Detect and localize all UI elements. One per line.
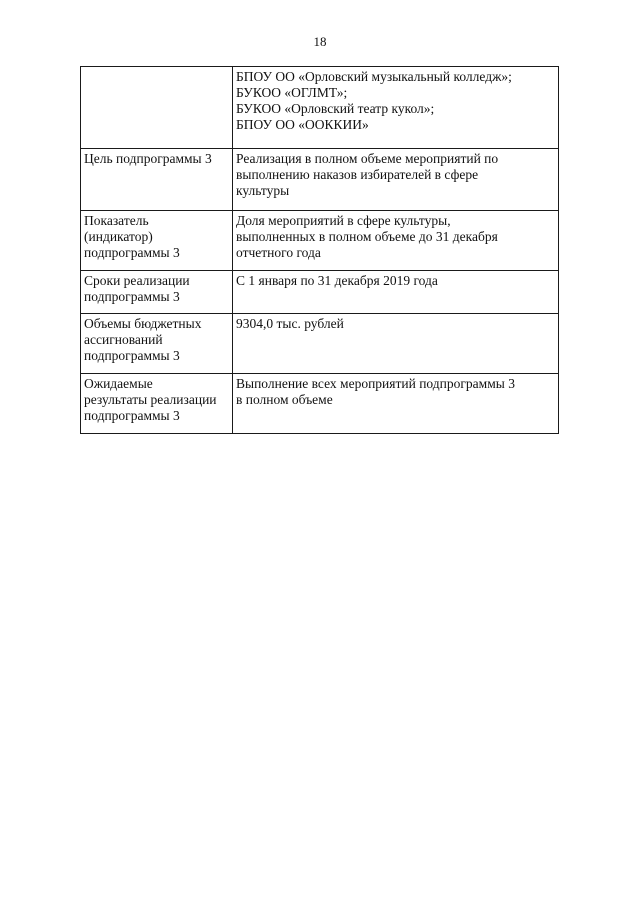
executor-line: БПОУ ОО «Орловский музыкальный колледж»; bbox=[236, 69, 512, 84]
subprogram-passport-table bbox=[80, 66, 559, 434]
row-label-line: Показатель bbox=[84, 213, 149, 228]
row-value-line: Выполнение всех мероприятий подпрограммы 3 bbox=[236, 376, 515, 391]
row-value-cell bbox=[233, 149, 559, 211]
row-label-line: подпрограммы 3 bbox=[84, 408, 180, 423]
budget-value: 9304,0 тыс. рублей bbox=[236, 316, 344, 331]
row-label-line: подпрограммы 3 bbox=[84, 348, 180, 363]
row-label-cell bbox=[81, 211, 233, 271]
table-row bbox=[81, 211, 559, 271]
row-label-cell bbox=[81, 271, 233, 314]
table-row bbox=[81, 271, 559, 314]
row-value-line: выполнению наказов избирателей в сфере bbox=[236, 167, 479, 182]
row-value-cell bbox=[233, 374, 559, 434]
row-value-line: выполненных в полном объеме до 31 декабря bbox=[236, 229, 498, 244]
row-label-cell bbox=[81, 374, 233, 434]
row-value-line: в полном объеме bbox=[236, 392, 333, 407]
row-label-line: подпрограммы 3 bbox=[84, 289, 180, 304]
row-label-line: (индикатор) bbox=[84, 229, 153, 244]
row-label-line: результаты реализации bbox=[84, 392, 217, 407]
row-label-line: Цель подпрограммы 3 bbox=[84, 151, 212, 166]
row-value-line: культуры bbox=[236, 183, 290, 198]
row-value-cell bbox=[233, 211, 559, 271]
row-label-line: подпрограммы 3 bbox=[84, 245, 180, 260]
executor-line: БУКОО «Орловский театр кукол»; bbox=[236, 101, 435, 116]
row-value-line: Реализация в полном объеме мероприятий по bbox=[236, 151, 499, 166]
table-row bbox=[81, 314, 559, 374]
row-label-cell bbox=[81, 314, 233, 374]
executor-line: БУКОО «ОГЛМТ»; bbox=[236, 85, 348, 100]
table-row bbox=[81, 67, 559, 149]
row-value-line: С 1 января по 31 декабря 2019 года bbox=[236, 273, 438, 288]
row-label-line: Сроки реализации bbox=[84, 273, 190, 288]
row-value-cell bbox=[233, 271, 559, 314]
row-value-cell bbox=[233, 314, 559, 374]
row-label-line: ассигнований bbox=[84, 332, 163, 347]
executor-line: БПОУ ОО «ООККИИ» bbox=[236, 117, 369, 132]
row-label-cell bbox=[81, 67, 233, 149]
row-label-line: Объемы бюджетных bbox=[84, 316, 202, 331]
table-row bbox=[81, 374, 559, 434]
page-number: 18 bbox=[313, 34, 327, 49]
row-value-line: Доля мероприятий в сфере культуры, bbox=[236, 213, 451, 228]
row-value-line: отчетного года bbox=[236, 245, 321, 260]
row-label-cell bbox=[81, 149, 233, 211]
table-row bbox=[81, 149, 559, 211]
row-label-line: Ожидаемые bbox=[84, 376, 153, 391]
row-value-cell bbox=[233, 67, 559, 149]
